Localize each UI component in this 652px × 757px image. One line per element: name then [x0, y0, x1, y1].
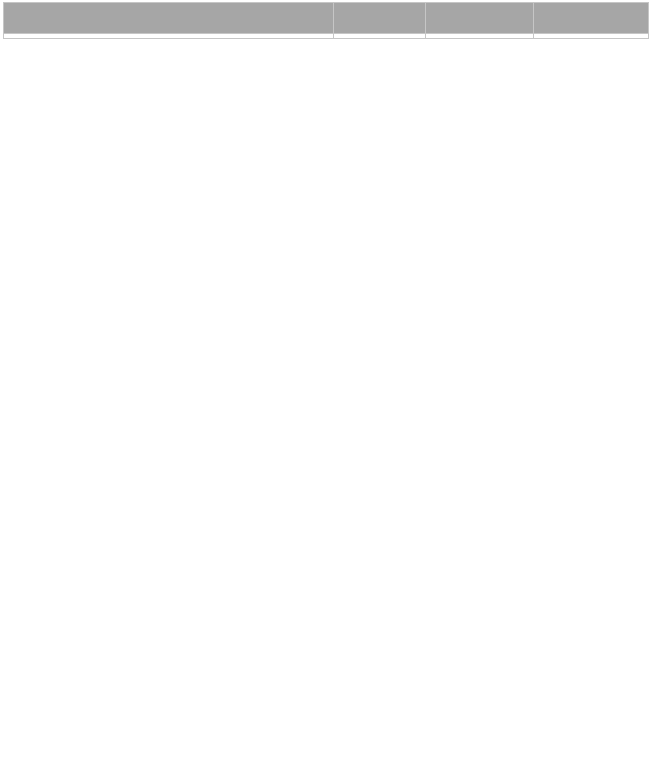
header-row: [4, 3, 649, 34]
carga-horaria-row: [4, 34, 649, 39]
header-club-professores: [334, 3, 426, 34]
header-diferenciais: [4, 3, 334, 34]
carga-club-cell: [334, 34, 426, 39]
carga-premium-cell: [426, 34, 534, 39]
carga-horaria-label: [4, 34, 334, 39]
carga-repescagem-cell: [534, 34, 649, 39]
header-repescagem-premium: [426, 3, 534, 34]
comparison-table: [3, 2, 649, 39]
header-repescagem: [534, 3, 649, 34]
